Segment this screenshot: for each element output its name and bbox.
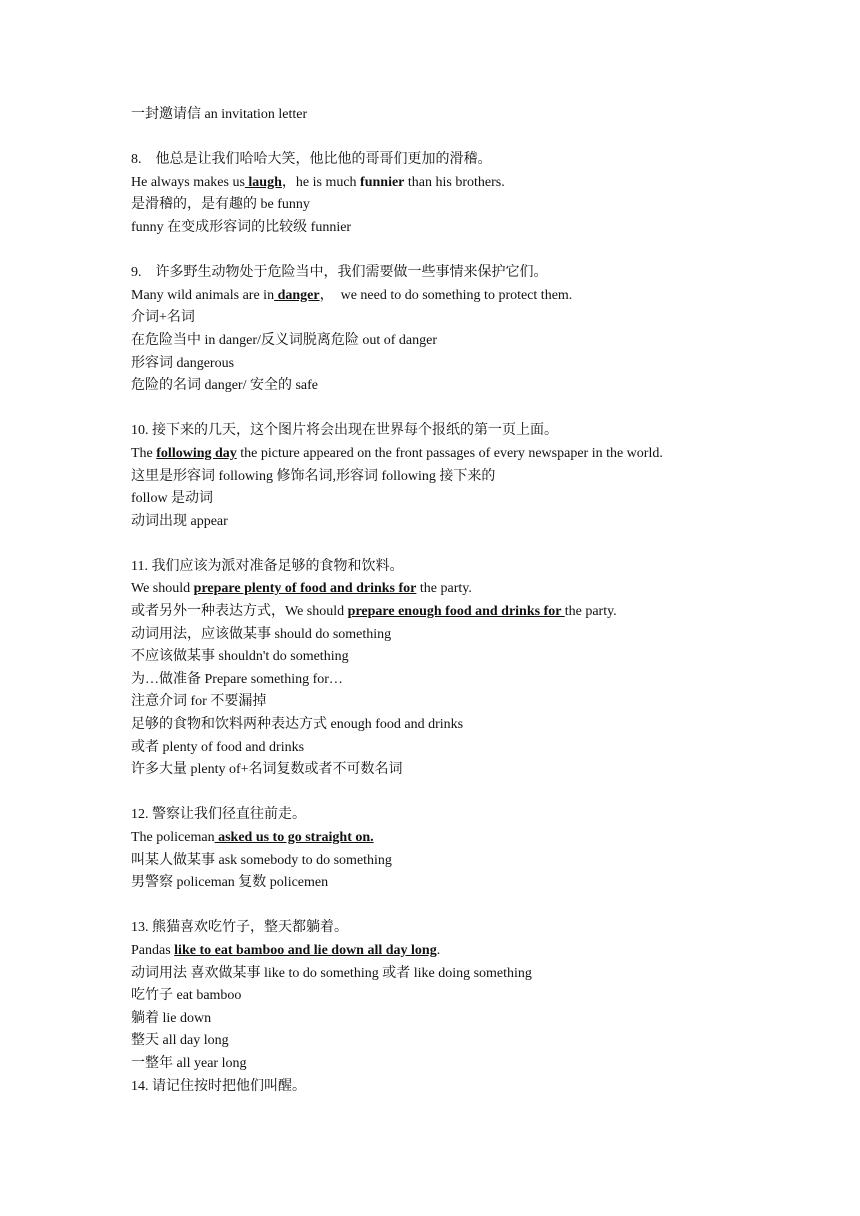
note-line: 危险的名词 danger/ 安全的 safe: [131, 378, 319, 394]
note-line: 足够的食物和饮料两种表达方式 enough food and drinks: [131, 717, 464, 733]
item-9-question: 9. 许多野生动物处于危险当中，我们需要做一些事情来保护它们。: [131, 265, 548, 281]
item-12-sentence: [131, 827, 771, 850]
paragraph-gap: [131, 533, 771, 556]
sentence-text: ，he is much: [281, 174, 361, 190]
note-line: 这里是形容词 following 修饰名词,形容词 following 接下来的: [131, 468, 496, 484]
sentence-text: The: [131, 445, 157, 461]
paragraph-gap: [131, 127, 771, 150]
note-line: 动词用法，应该做某事 should do something: [131, 626, 392, 642]
sentence-text: 或者另外一种表达方式，We should: [131, 604, 348, 620]
item-8-sentence: [131, 172, 771, 195]
sentence-text: .: [436, 942, 441, 958]
item-8-question: 8. 他总是让我们哈哈大笑，他比他的哥哥们更加的滑稽。: [131, 152, 492, 168]
item-10-sentence: [131, 443, 771, 466]
item-12-question: 12. 警察让我们径直往前走。: [131, 807, 306, 823]
sentence-text: than his brothers.: [404, 174, 505, 190]
note-line: 是滑稽的，是有趣的 be funny: [131, 197, 310, 213]
note-line: 动词出现 appear: [131, 513, 228, 529]
sentence-text: the party.: [416, 581, 472, 597]
note-line: 介词+名词: [131, 310, 195, 326]
note-line: 不应该做某事 shouldn't do something: [131, 649, 349, 665]
note-line: 整天 all day long: [131, 1033, 229, 1049]
note-line: 男警察 policeman 复数 policemen: [131, 875, 329, 891]
answer-blank: prepare enough food and drinks for: [347, 604, 565, 620]
sentence-text: the picture appeared on the front passages of every newspaper in the world.: [236, 445, 663, 461]
note-line: 或者 plenty of food and drinks: [131, 739, 305, 755]
paragraph-gap: [131, 895, 771, 918]
item-14-question: 14. 请记住按时把他们叫醒。: [131, 1078, 306, 1094]
intro-line: 一封邀请信 an invitation letter: [131, 107, 308, 122]
item-13-sentence: [131, 940, 771, 963]
answer-blank: prepare plenty of food and drinks for: [193, 581, 417, 597]
note-line: 躺着 lie down: [131, 1010, 212, 1026]
item-11-question: 11. 我们应该为派对准备足够的食物和饮料。: [131, 558, 404, 574]
answer-blank: asked us to go straight on.: [214, 830, 374, 845]
note-line: 形容词 dangerous: [131, 355, 235, 371]
item-10-question: 10. 接下来的几天，这个图片将会出现在世界每个报纸的第一页上面。: [131, 423, 558, 439]
note-line: 一整年 all year long: [131, 1055, 247, 1071]
item-11-sentence: [131, 578, 771, 601]
note-line: 叫某人做某事 ask somebody to do something: [131, 852, 392, 868]
note-line: 许多大量 plenty of+名词复数或者不可数名词: [131, 762, 403, 778]
sentence-text: We should: [131, 581, 194, 597]
note-line: 注意介词 for 不要漏掉: [131, 694, 267, 710]
item-13-question: 13. 熊猫喜欢吃竹子，整天都躺着。: [131, 920, 348, 936]
paragraph-gap: [131, 240, 771, 263]
note-line: funny 在变成形容词的比较级 funnier: [131, 219, 352, 235]
answer-blank: like to eat bamboo and lie down all day long: [174, 942, 437, 958]
note-line: 在危险当中 in danger/反义词脱离危险 out of danger: [131, 332, 438, 348]
note-line: follow 是动词: [131, 491, 214, 507]
sentence-text: He always makes us: [131, 174, 245, 190]
paragraph-gap: [131, 782, 771, 805]
sentence-text: Many wild animals are in: [131, 287, 275, 303]
item-11-alt-sentence: [131, 601, 771, 624]
note-line: 动词用法 喜欢做某事 like to do something 或者 like doing something: [131, 965, 532, 981]
item-9-sentence: [131, 285, 771, 308]
sentence-text: the party.: [564, 604, 617, 620]
document-body: [131, 104, 771, 1098]
note-line: 吃竹子 eat bamboo: [131, 988, 242, 1004]
sentence-text: The policeman: [131, 830, 215, 845]
note-line: 为…做准备 Prepare something for…: [131, 671, 343, 687]
sentence-text: Pandas: [131, 942, 175, 958]
answer-blank: laugh: [244, 174, 282, 190]
answer-keyword: funnier: [360, 174, 405, 190]
answer-blank: following day: [156, 445, 237, 461]
answer-blank: danger: [274, 287, 320, 303]
sentence-text: ， we need to do something to protect them.: [319, 287, 573, 303]
paragraph-gap: [131, 398, 771, 421]
